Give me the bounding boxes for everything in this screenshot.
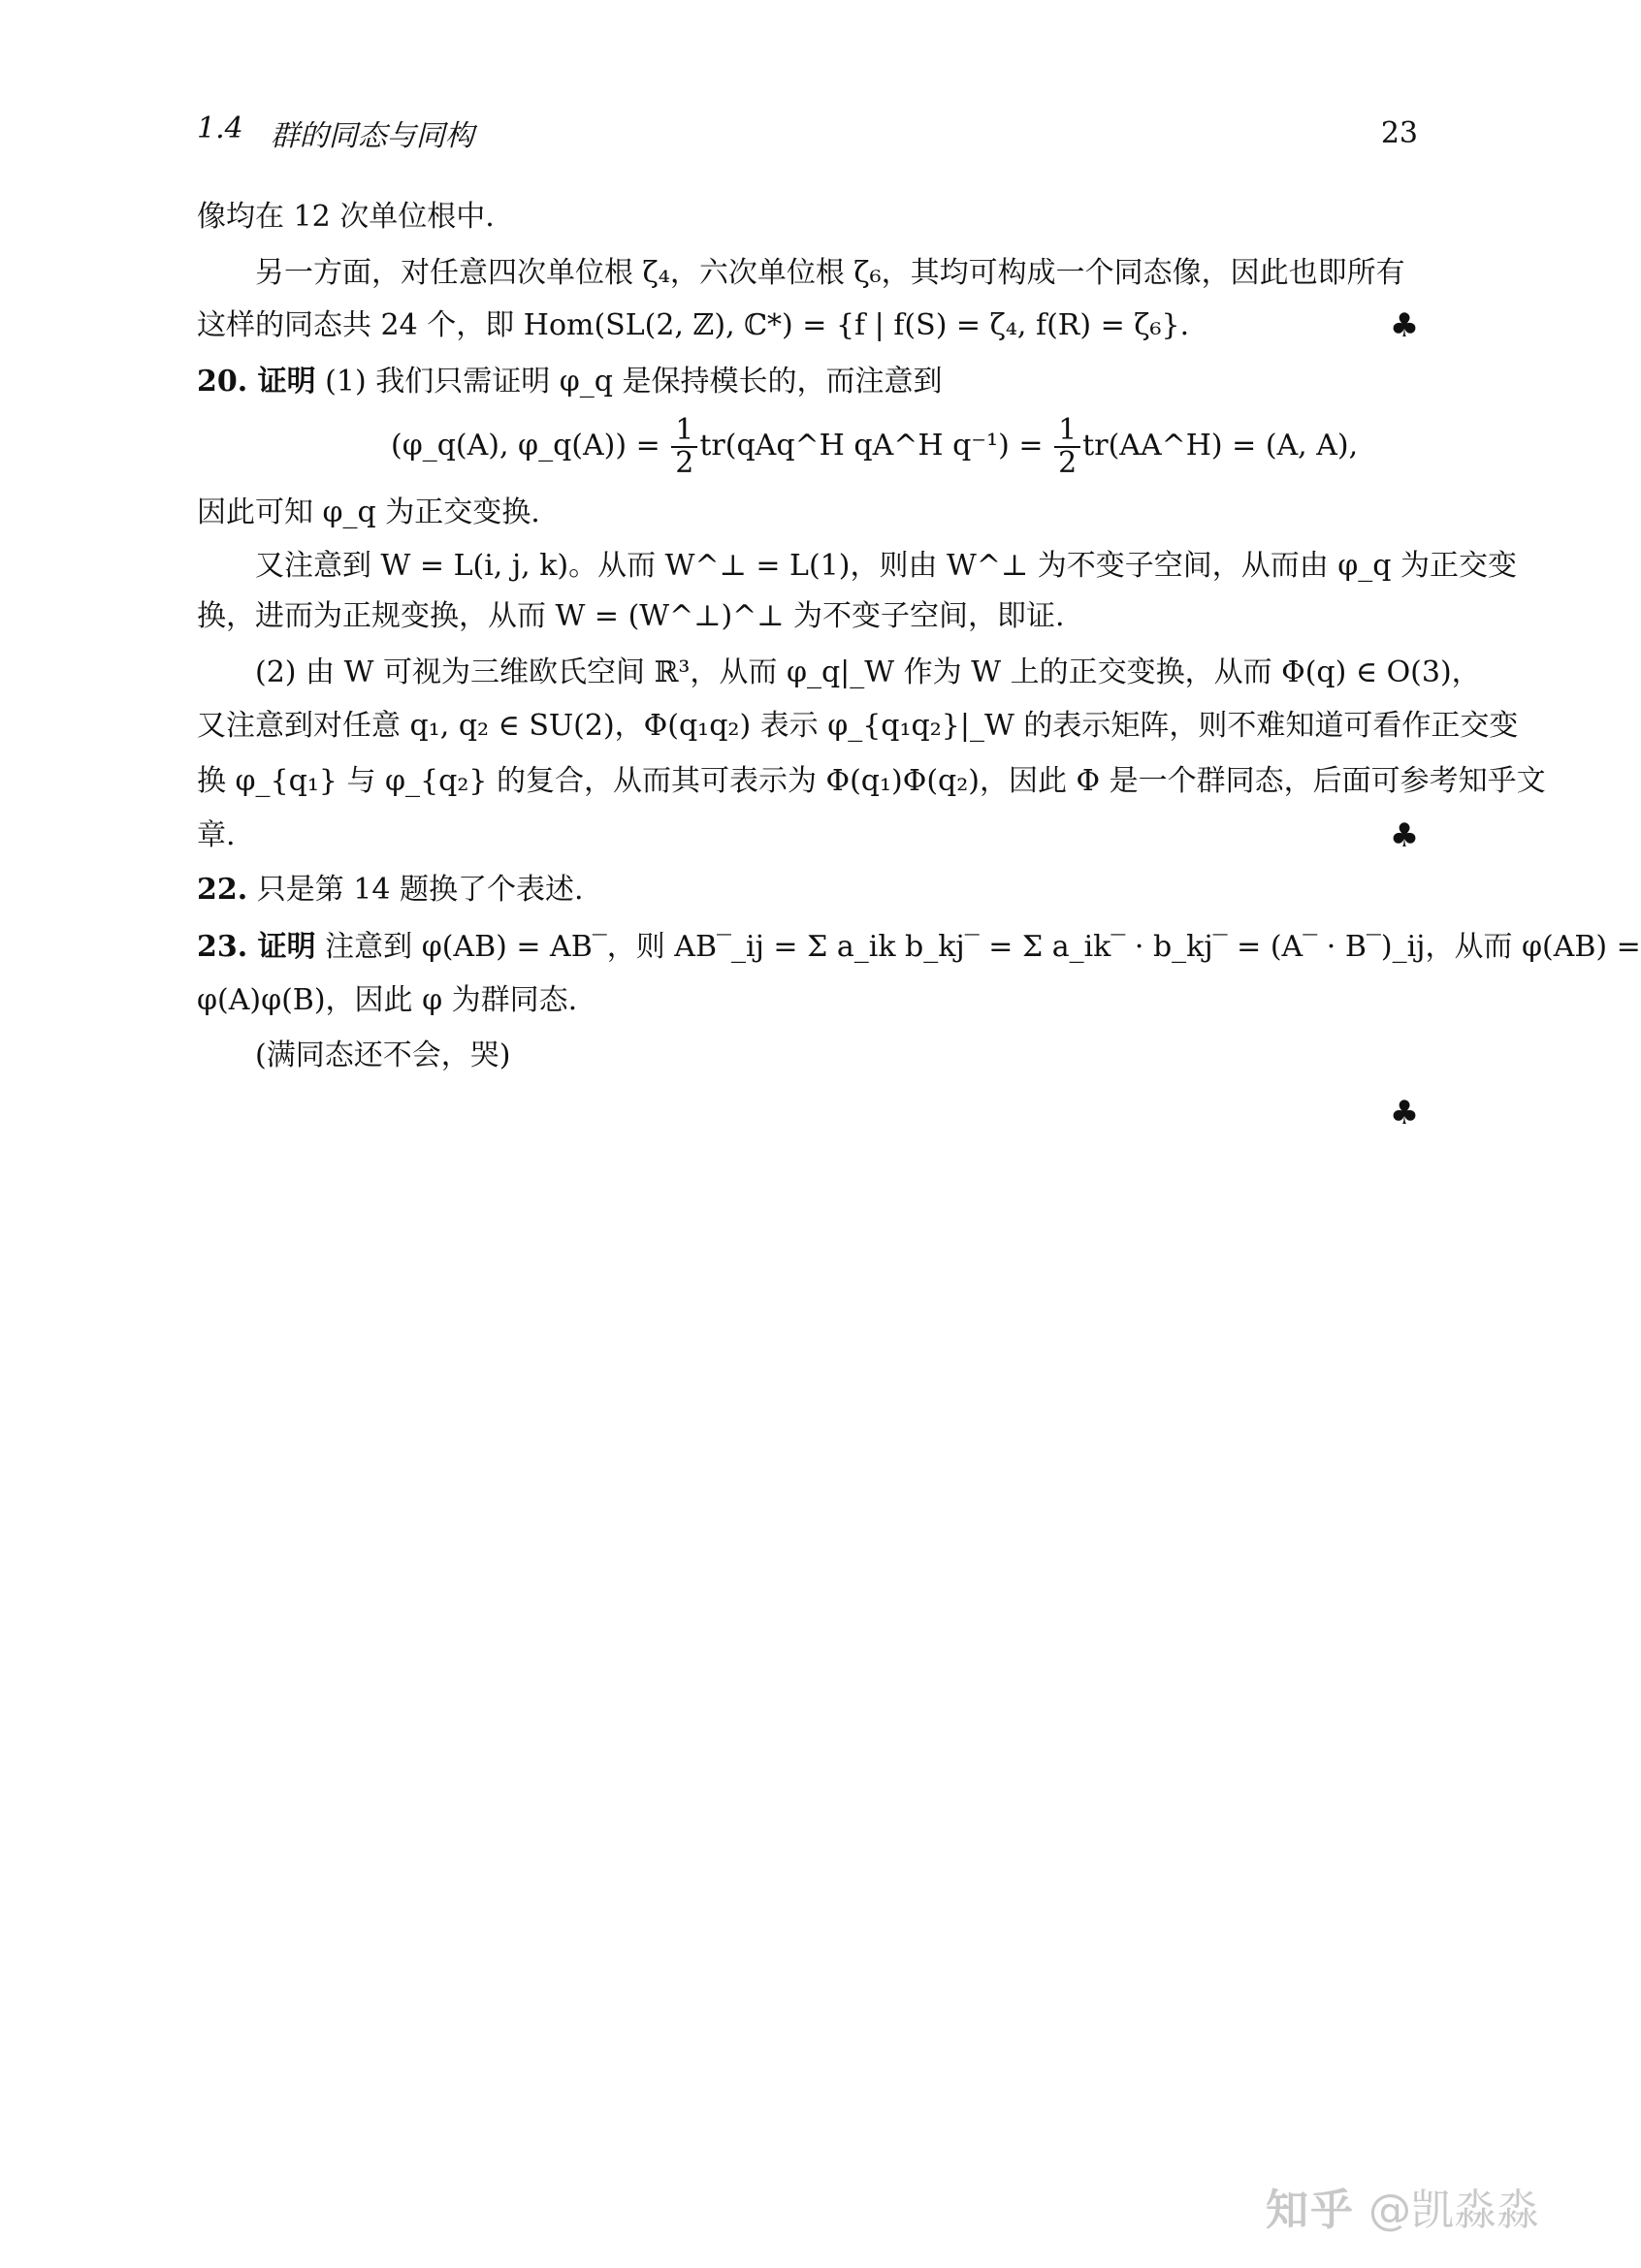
problem-22-text: 只是第 14 题换了个表述. bbox=[247, 873, 584, 907]
fraction-numerator: 1 bbox=[1054, 415, 1080, 448]
text-line-11: 换 φ_{q₁} 与 φ_{q₂} 的复合，从而其可表示为 Φ(q₁)Φ(q₂)，因此 Φ 是一个群同态，后面可参考知乎文 bbox=[197, 764, 1546, 798]
zhihu-logo: 知乎 bbox=[1266, 2186, 1355, 2235]
page-header bbox=[197, 109, 1418, 157]
zhihu-watermark bbox=[1266, 2172, 1586, 2240]
equation-left: (φ_q(A), φ_q(A)) = bbox=[391, 429, 660, 463]
text-line-8: 换，进而为正规变换，从而 W = (W^⊥)^⊥ 为不变子空间，即证. bbox=[197, 599, 1065, 633]
problem-20-text: (1) 我们只需证明 φ_q 是保持模长的，而注意到 bbox=[315, 365, 943, 399]
problem-23-text: 注意到 φ(AB) = AB‾，则 AB‾_ij = Σ a_ik b_kj‾ = Σ a_ik‾ · b_kj‾ = (A‾ · B‾)_ij，从而 φ(AB) = bbox=[315, 930, 1641, 964]
problem-22-line bbox=[197, 867, 1419, 913]
running-head bbox=[197, 112, 474, 154]
fraction-one-half-a bbox=[671, 415, 697, 479]
text-line-2: 另一方面，对任意四次单位根 ζ₄，六次单位根 ζ₆，其均可构成一个同态像，因此也即所有 bbox=[255, 256, 1405, 290]
fraction-one-half-b bbox=[1054, 415, 1080, 479]
text-line-15: φ(A)φ(B)，因此 φ 为群同态. bbox=[197, 983, 578, 1017]
text-line-3: 这样的同态共 24 个，即 Hom(SL(2, ℤ), ℂ*) = {f | f(S) = ζ₄, f(R) = ζ₆}. bbox=[197, 308, 1190, 342]
end-of-proof-club-icon: ♣ bbox=[1389, 306, 1420, 345]
fraction-denominator: 2 bbox=[1058, 446, 1078, 480]
section-number: 1.4 bbox=[197, 112, 243, 145]
text-line-16: (满同态还不会，哭) bbox=[255, 1038, 511, 1072]
end-of-proof-club-icon: ♣ bbox=[1389, 1094, 1420, 1133]
problem-20-line bbox=[197, 359, 1419, 405]
fraction-numerator: 1 bbox=[671, 415, 697, 448]
text-line-1: 像均在 12 次单位根中. bbox=[197, 200, 495, 234]
author-handle: @凯淼淼 bbox=[1368, 2186, 1539, 2235]
fraction-denominator: 2 bbox=[675, 446, 694, 480]
equation-middle: tr(qAq^H qA^H q⁻¹) = bbox=[699, 429, 1044, 463]
problem-22-label: 22. bbox=[197, 873, 248, 907]
problem-20-label: 20. 证明 bbox=[197, 365, 316, 399]
display-equation bbox=[391, 407, 1359, 485]
equation-right: tr(AA^H) = (A, A), bbox=[1082, 429, 1359, 463]
end-of-proof-club-icon: ♣ bbox=[1389, 816, 1420, 855]
text-line-10: 又注意到对任意 q₁, q₂ ∈ SU(2)，Φ(q₁q₂) 表示 φ_{q₁q₂}|_W 的表示矩阵，则不难知道可看作正交变 bbox=[197, 709, 1519, 743]
problem-23-label: 23. 证明 bbox=[197, 930, 316, 964]
section-title: 群的同态与同构 bbox=[270, 119, 474, 153]
page-number: 23 bbox=[1380, 115, 1418, 150]
text-line-9: (2) 由 W 可视为三维欧氏空间 ℝ³，从而 φ_q|_W 作为 W 上的正交变换，从而 Φ(q) ∈ O(3)， bbox=[255, 655, 1481, 689]
problem-23-line bbox=[197, 924, 1641, 971]
text-line-6: 因此可知 φ_q 为正交变换. bbox=[197, 495, 540, 529]
text-line-12: 章. bbox=[197, 818, 236, 852]
text-line-7: 又注意到 W = L(i, j, k)。从而 W^⊥ = L(1)，则由 W^⊥ 为不变子空间，从而由 φ_q 为正交变 bbox=[255, 549, 1518, 583]
